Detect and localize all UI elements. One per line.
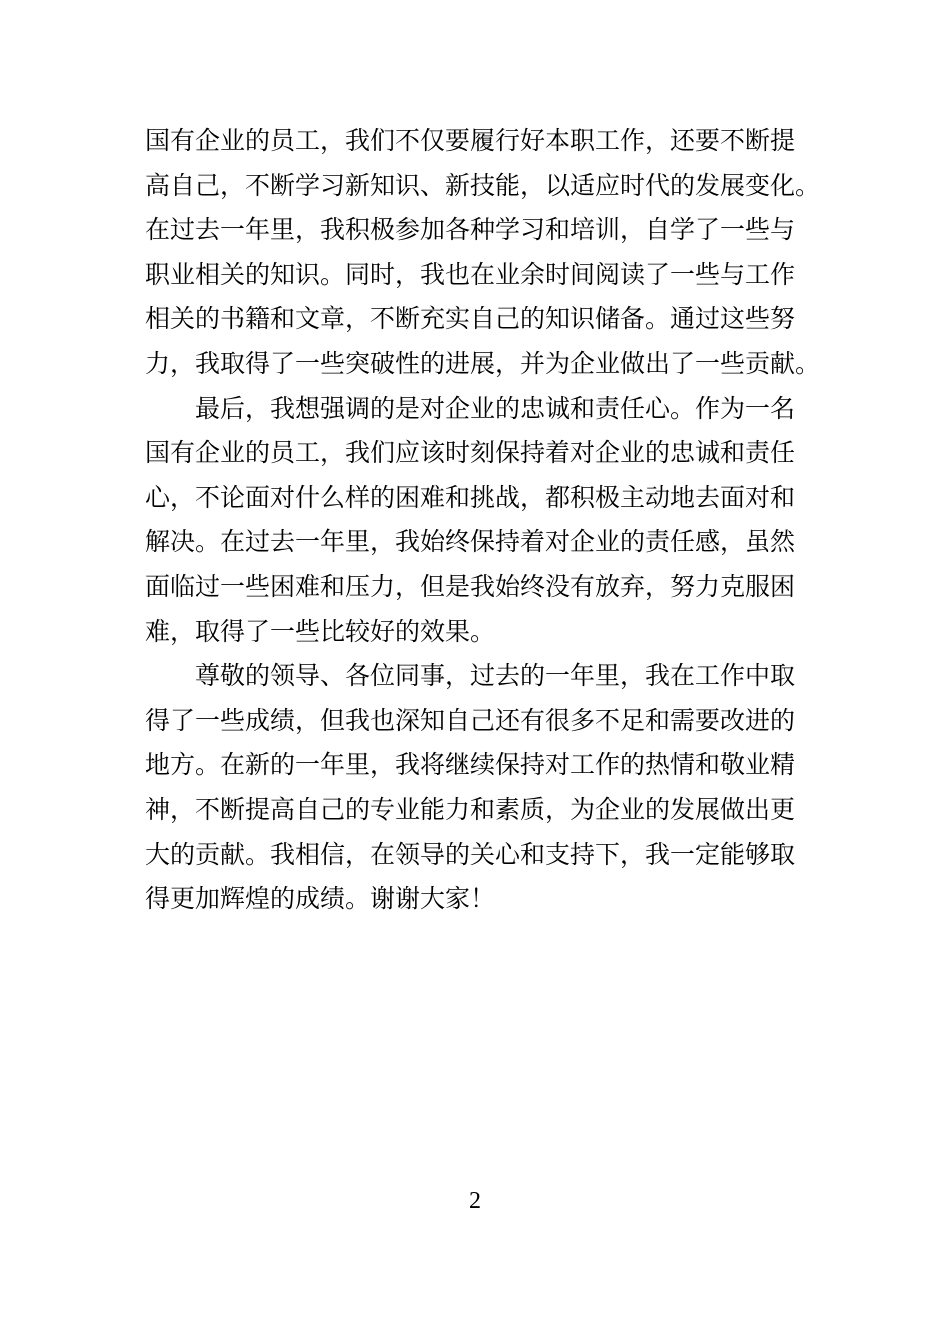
page-number: 2 (469, 1188, 481, 1214)
text-line: 在过去一年里，我积极参加各种学习和培训，自学了一些与 (145, 215, 796, 245)
text-line: 面临过一些困难和压力，但是我始终没有放弃，努力克服困 (145, 571, 796, 601)
text-line: 国有企业的员工，我们不仅要履行好本职工作，还要不断提 (145, 126, 796, 155)
text-line: 得更加辉煌的成绩。谢谢大家！ (145, 884, 496, 914)
text-line: 国有企业的员工，我们应该时刻保持着对企业的忠诚和责任 (145, 438, 796, 468)
text-line: 相关的书籍和文章，不断充实自己的知识储备。通过这些努 (145, 304, 796, 334)
text-line: 心，不论面对什么样的困难和挑战，都积极主动地去面对和 (145, 482, 796, 512)
text-line: 难，取得了一些比较好的效果。 (145, 616, 496, 646)
body-text (145, 119, 821, 922)
text-line: 力，我取得了一些突破性的进展，并为企业做出了一些贡献。 (145, 348, 821, 378)
text-line: 最后，我想强调的是对企业的忠诚和责任心。作为一名 (195, 393, 796, 423)
text-line: 尊敬的领导、各位同事，过去的一年里，我在工作中取 (195, 661, 796, 691)
text-line: 解决。在过去一年里，我始终保持着对企业的责任感，虽然 (145, 527, 796, 557)
text-line: 神，不断提高自己的专业能力和素质，为企业的发展做出更 (145, 794, 796, 824)
text-line: 职业相关的知识。同时，我也在业余时间阅读了一些与工作 (145, 259, 796, 289)
text-line: 地方。在新的一年里，我将继续保持对工作的热情和敬业精 (145, 750, 796, 780)
text-line: 得了一些成绩，但我也深知自己还有很多不足和需要改进的 (145, 705, 796, 735)
text-line: 大的贡献。我相信，在领导的关心和支持下，我一定能够取 (145, 839, 796, 869)
text-line: 高自己，不断学习新知识、新技能，以适应时代的发展变化。 (145, 170, 821, 200)
